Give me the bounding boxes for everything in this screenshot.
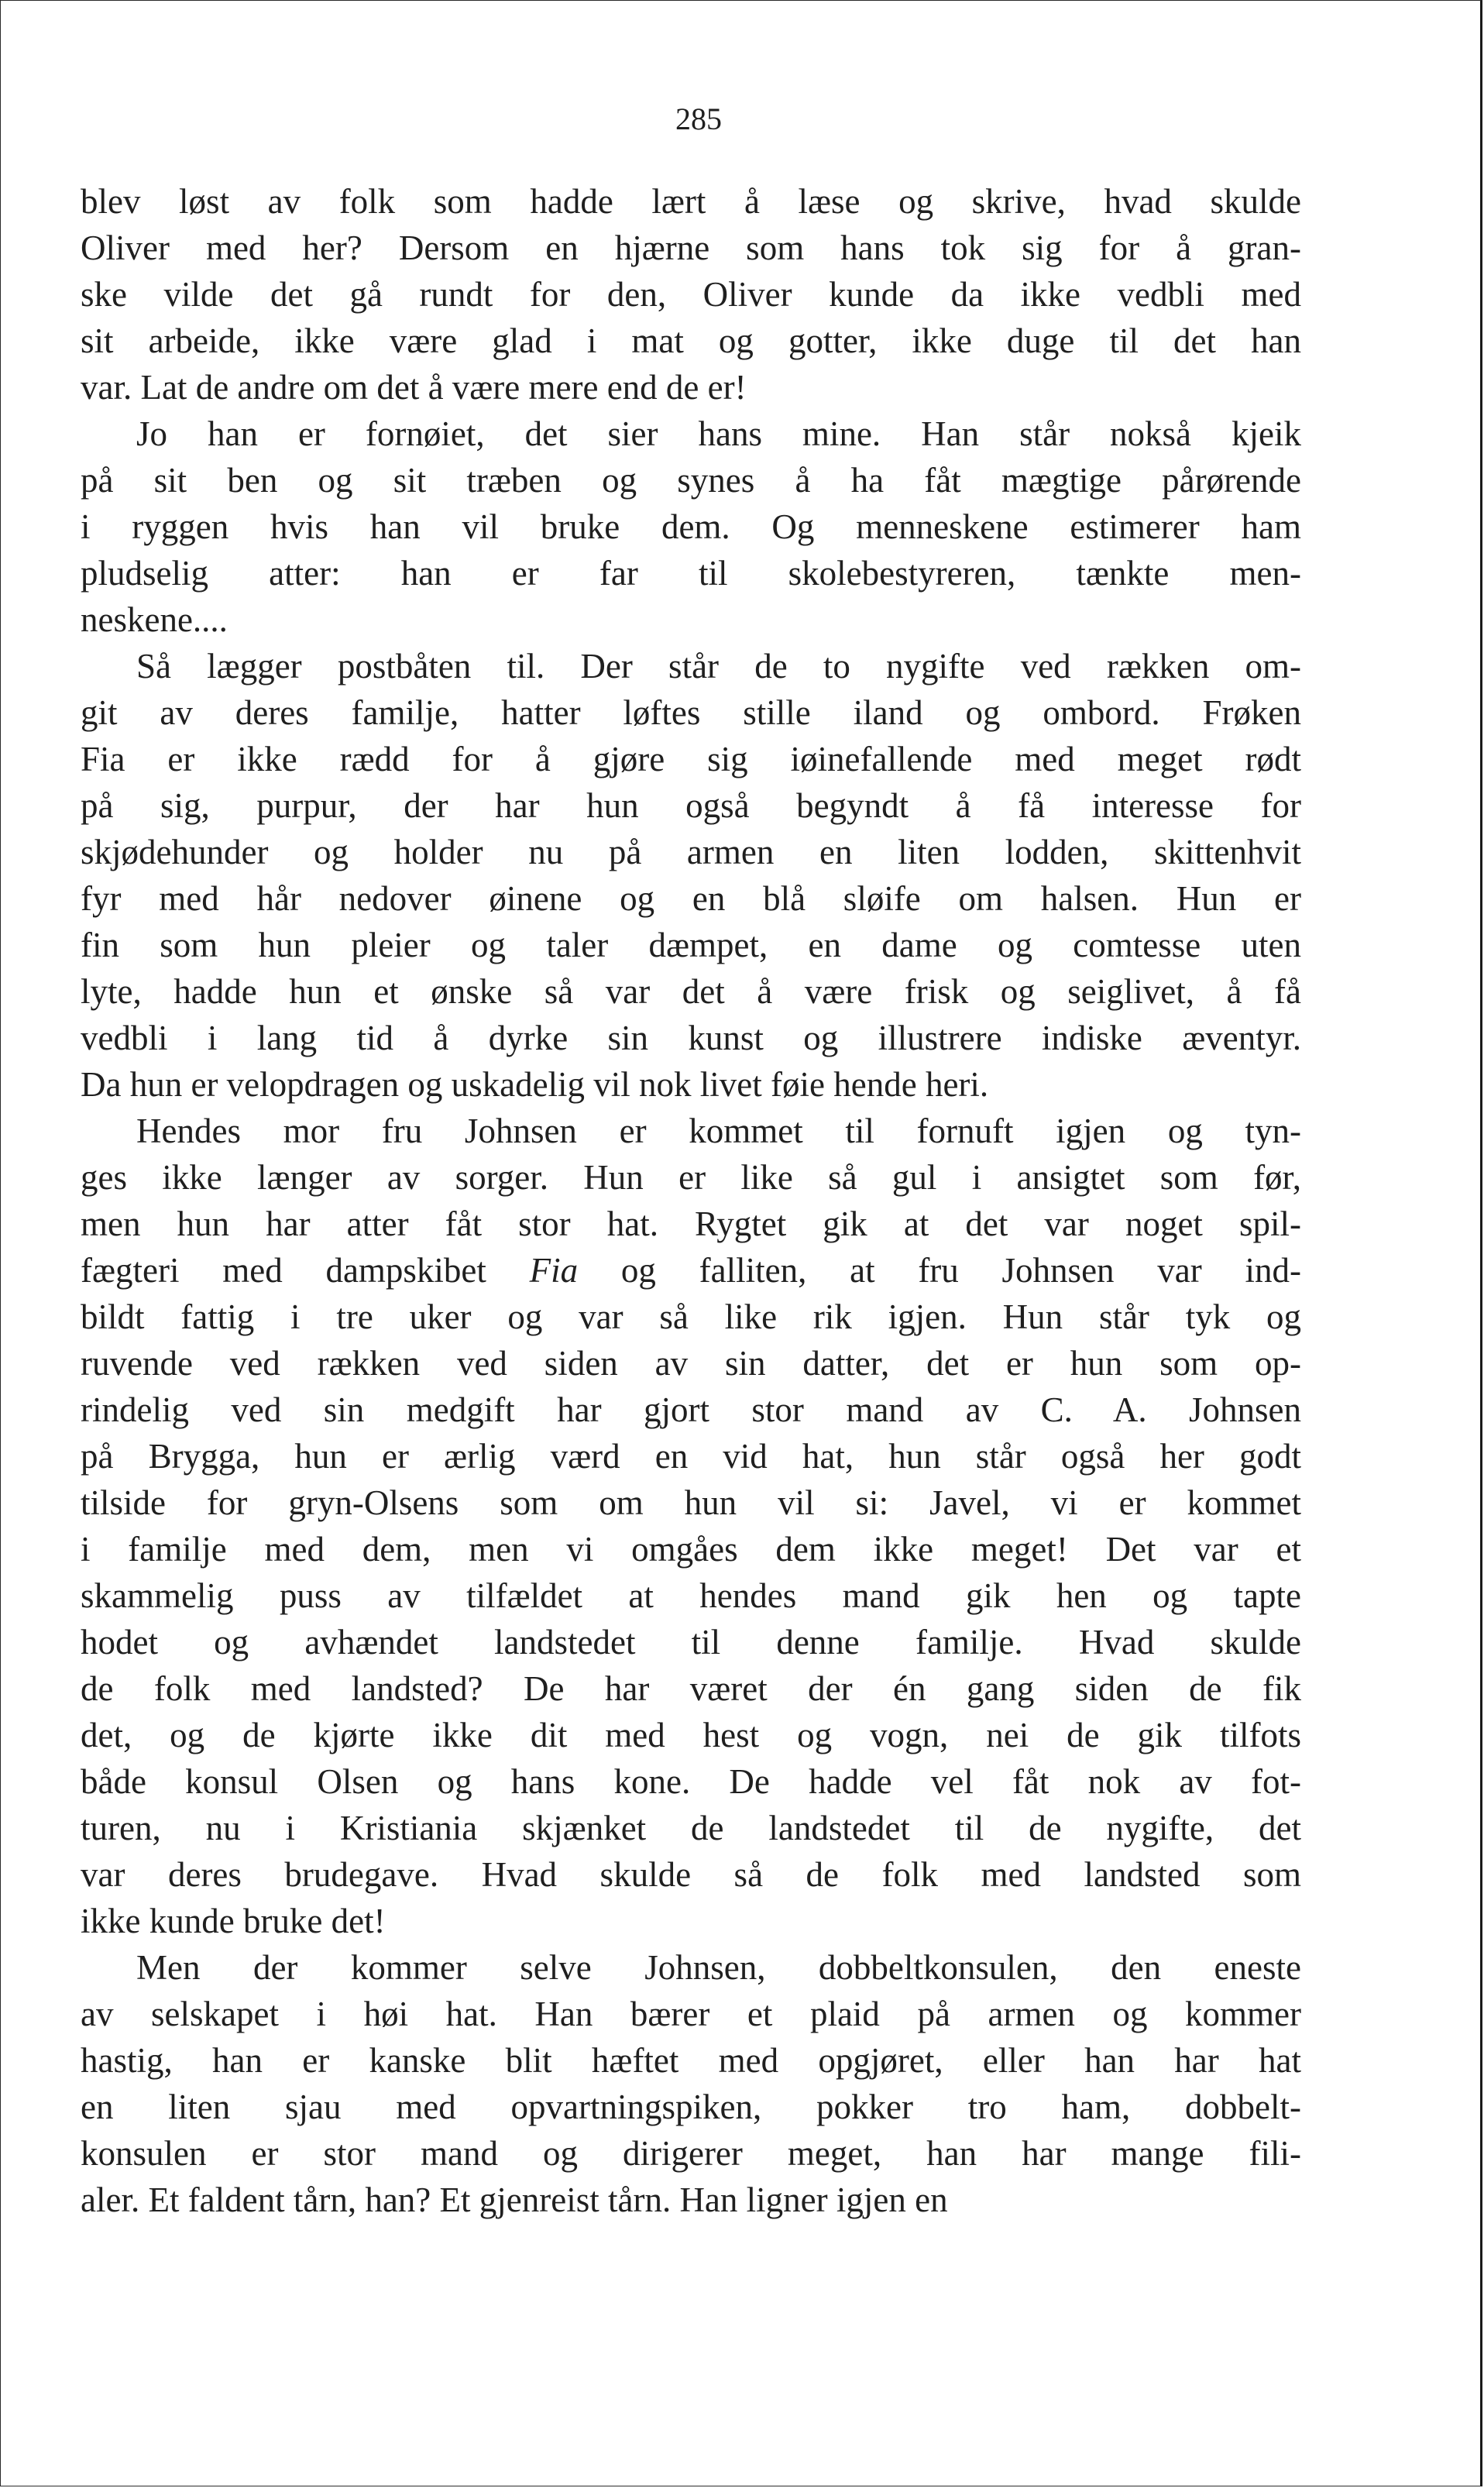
text-line: turen, nu i Kristiania skjænket de landstedet til de nygifte, det — [81, 1809, 1301, 1847]
text-line: aler. Et faldent tårn, han? Et gjenreist tårn. Han ligner igjen en — [81, 2180, 948, 2219]
text-line: ske vilde det gå rundt for den, Oliver kunde da ikke vedbli med — [81, 275, 1301, 314]
text-line: i familje med dem, men vi omgåes dem ikke meget! Det var et — [81, 1530, 1301, 1569]
text-line: skjødehunder og holder nu på armen en liten lodden, skittenhvit — [81, 833, 1301, 871]
text-line: var. Lat de andre om det å være mere end de er! — [81, 368, 747, 407]
text-line: rindelig ved sin medgift har gjort stor mand av C. A. Johnsen — [81, 1390, 1301, 1429]
text-line: lyte, hadde hun et ønske så var det å være frisk og seiglivet, å få — [81, 972, 1301, 1011]
text-line: neskene.... — [81, 600, 228, 639]
text-line: en liten sjau med opvartningspiken, pokker tro ham, dobbelt- — [81, 2088, 1301, 2126]
text-line: men hun har atter fåt stor hat. Rygtet gik at det var noget spil- — [81, 1204, 1301, 1243]
text-line: på sit ben og sit træben og synes å ha fåt mægtige pårørende — [81, 461, 1301, 500]
text-line: Hendes mor fru Johnsen er kommet til fornuft igjen og tyn- — [136, 1112, 1301, 1150]
text-line: sit arbeide, ikke være glad i mat og gotter, ikke duge til det han — [81, 321, 1301, 360]
text-line: bildt fattig i tre uker og var så like rik igjen. Hun står tyk og — [81, 1297, 1301, 1336]
text-line: hastig, han er kanske blit hæftet med opgjøret, eller han har hat — [81, 2041, 1301, 2080]
text-line: ikke kunde bruke det! — [81, 1902, 386, 1940]
text-line: fægteri med dampskibet Fia og falliten, at fru Johnsen var ind- — [81, 1251, 1301, 1290]
text-line: ruvende ved rækken ved siden av sin datter, det er hun som op- — [81, 1344, 1301, 1383]
text-line: Fia er ikke rædd for å gjøre sig iøinefallende med meget rødt — [81, 740, 1301, 778]
text-line: Oliver med her? Dersom en hjærne som hans tok sig for å gran- — [81, 229, 1301, 267]
text-line: av selskapet i høi hat. Han bærer et plaid på armen og kommer — [81, 1995, 1301, 2033]
page-number: 285 — [675, 101, 722, 136]
book-page — [81, 101, 1301, 2223]
text-line: tilside for gryn-Olsens som om hun vil si: Javel, vi er kommet — [81, 1483, 1301, 1522]
body-text — [81, 178, 1301, 2223]
text-line: Men der kommer selve Johnsen, dobbeltkonsulen, den eneste — [136, 1948, 1301, 1987]
text-line: konsulen er stor mand og dirigerer meget, han har mange fili- — [81, 2134, 1301, 2173]
text-line: Så lægger postbåten til. Der står de to nygifte ved rækken om- — [136, 647, 1301, 686]
text-line: de folk med landsted? De har været der én gang siden de fik — [81, 1669, 1301, 1708]
ship-name: Fia — [529, 1251, 579, 1290]
text-line: Da hun er velopdragen og uskadelig vil nok livet føie hende heri. — [81, 1065, 989, 1104]
text-line: fin som hun pleier og taler dæmpet, en dame og comtesse uten — [81, 926, 1301, 964]
text-line: skammelig puss av tilfældet at hendes mand gik hen og tapte — [81, 1576, 1301, 1615]
text-line: fyr med hår nedover øinene og en blå sløife om halsen. Hun er — [81, 879, 1301, 918]
text-line: både konsul Olsen og hans kone. De hadde vel fåt nok av fot- — [81, 1762, 1301, 1801]
text-line: Jo han er fornøiet, det sier hans mine. Han står nokså kjeik — [136, 414, 1301, 453]
text-line: blev løst av folk som hadde lært å læse og skrive, hvad skulde — [81, 182, 1301, 221]
text-line: ges ikke længer av sorger. Hun er like så gul i ansigtet som før, — [81, 1158, 1301, 1197]
text-line: det, og de kjørte ikke dit med hest og vogn, nei de gik tilfots — [81, 1716, 1301, 1754]
text-line: vedbli i lang tid å dyrke sin kunst og illustrere indiske æventyr. — [81, 1019, 1301, 1057]
text-line: på Brygga, hun er ærlig værd en vid hat, hun står også her godt — [81, 1437, 1301, 1476]
text-line: git av deres familje, hatter løftes stille iland og ombord. Frøken — [81, 693, 1301, 732]
text-line: pludselig atter: han er far til skolebestyreren, tænkte men- — [81, 554, 1301, 593]
text-line: på sig, purpur, der har hun også begyndt å få interesse for — [81, 786, 1301, 825]
text-line: hodet og avhændet landstedet til denne familje. Hvad skulde — [81, 1623, 1301, 1662]
text-line: i ryggen hvis han vil bruke dem. Og menneskene estimerer ham — [81, 507, 1301, 546]
text-line: var deres brudegave. Hvad skulde så de folk med landsted som — [81, 1855, 1301, 1894]
